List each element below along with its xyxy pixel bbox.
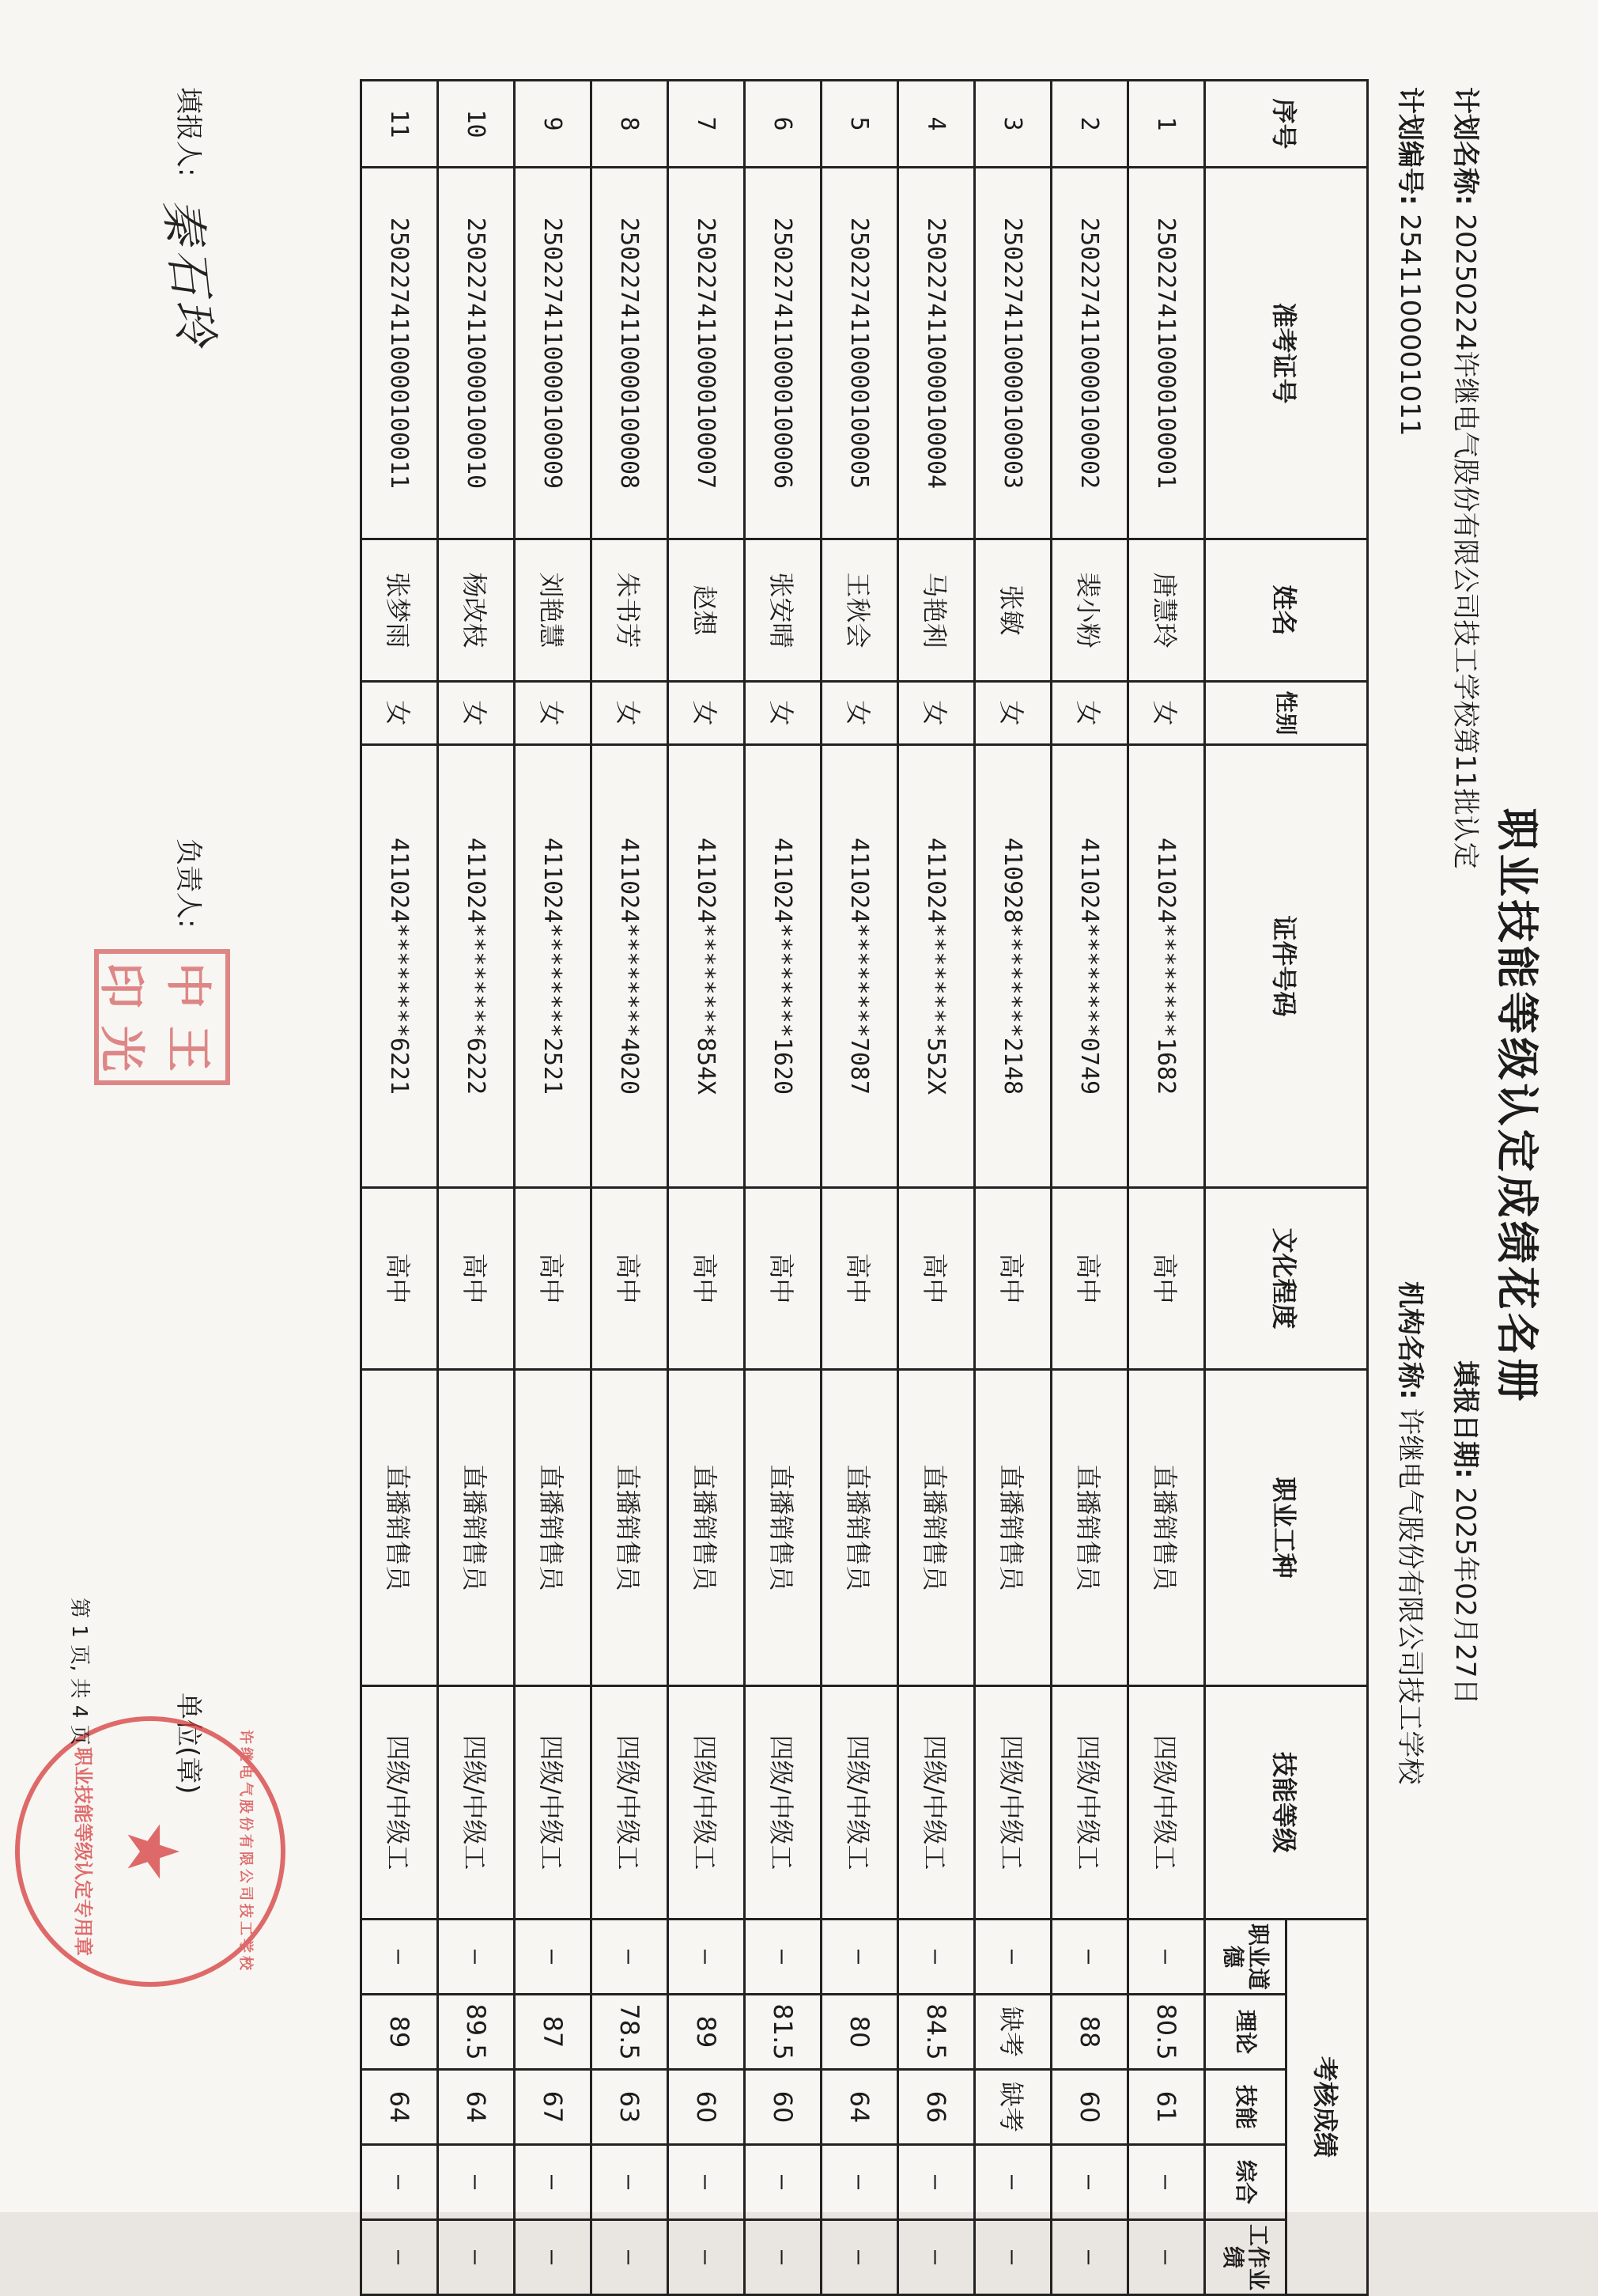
- cell-ticket: 2502274110000100009: [515, 168, 591, 539]
- cell-id: 410928********2148: [975, 745, 1052, 1188]
- cell-occupation: 直播销售员: [1128, 1370, 1205, 1686]
- cell-id: 411024********6221: [361, 745, 438, 1188]
- cell-skill: 67: [515, 2070, 591, 2145]
- cell-skill: 60: [668, 2070, 745, 2145]
- cell-ethics: —: [438, 1920, 515, 1995]
- table-row: [361, 81, 438, 2295]
- cell-overall: —: [1128, 2145, 1205, 2220]
- star-icon: ★: [111, 1819, 194, 1884]
- header-theory: 理论: [1205, 1995, 1286, 2070]
- cell-overall: —: [975, 2145, 1052, 2220]
- cell-theory: 80.5: [1128, 1995, 1205, 2070]
- plan-name-label: 计划名称:: [1449, 87, 1481, 206]
- cell-performance: —: [361, 2220, 438, 2295]
- cell-gender: 女: [1128, 682, 1205, 745]
- header-performance: 工作业绩: [1205, 2220, 1286, 2295]
- header-seq: 序号: [1205, 81, 1368, 168]
- cell-level: 四级/中级工: [898, 1686, 975, 1920]
- page-info: 第 1 页, 共 4 页: [67, 1598, 91, 1746]
- cell-gender: 女: [591, 682, 668, 745]
- cell-level: 四级/中级工: [1052, 1686, 1128, 1920]
- cell-seq: 8: [591, 81, 668, 168]
- cell-ticket: 2502274110000100001: [1128, 168, 1205, 539]
- cell-gender: 女: [668, 682, 745, 745]
- cell-id: 411024********6222: [438, 745, 515, 1188]
- cell-overall: —: [515, 2145, 591, 2220]
- roster-body: [361, 81, 1205, 2295]
- cell-skill: 61: [1128, 2070, 1205, 2145]
- seal-char: 王: [161, 1025, 215, 1072]
- header-name: 姓名: [1205, 539, 1368, 682]
- document-title: 职业技能等级认定成绩花名册: [1492, 808, 1542, 1405]
- org-name: [1393, 1281, 1432, 1784]
- cell-performance: —: [822, 2220, 898, 2295]
- cell-edu: 高中: [591, 1188, 668, 1370]
- cell-ethics: —: [1052, 1920, 1128, 1995]
- filler: 填报人:: [172, 87, 204, 177]
- seal-char: 光: [95, 1025, 149, 1072]
- cell-seq: 7: [668, 81, 745, 168]
- cell-ethics: —: [515, 1920, 591, 1995]
- cell-occupation: 直播销售员: [591, 1370, 668, 1686]
- cell-seq: 6: [745, 81, 822, 168]
- cell-seq: 2: [1052, 81, 1128, 168]
- cell-name: 张安晴: [745, 539, 822, 682]
- cell-seq: 4: [898, 81, 975, 168]
- cell-level: 四级/中级工: [361, 1686, 438, 1920]
- cell-gender: 女: [361, 682, 438, 745]
- cell-ticket: 2502274110000100003: [975, 168, 1052, 539]
- cell-theory: 89: [361, 1995, 438, 2070]
- cell-overall: —: [438, 2145, 515, 2220]
- header-occupation: 职业工种: [1205, 1370, 1368, 1686]
- cell-level: 四级/中级工: [515, 1686, 591, 1920]
- cell-skill: 64: [438, 2070, 515, 2145]
- cell-ticket: 2502274110000100010: [438, 168, 515, 539]
- cell-edu: 高中: [822, 1188, 898, 1370]
- cell-gender: 女: [822, 682, 898, 745]
- header-assessment: 考核成绩: [1286, 1920, 1368, 2295]
- cell-overall: —: [1052, 2145, 1128, 2220]
- table-row: [822, 81, 898, 2295]
- cell-level: 四级/中级工: [668, 1686, 745, 1920]
- cell-overall: —: [668, 2145, 745, 2220]
- cell-seq: 11: [361, 81, 438, 168]
- cell-gender: 女: [515, 682, 591, 745]
- seal-bottom-text: 职业技能等级认定专用章: [72, 1747, 94, 1956]
- fill-date-value: 2025年02月27日: [1449, 1487, 1481, 1705]
- cell-ticket: 2502274110000100004: [898, 168, 975, 539]
- table-row: [515, 81, 591, 2295]
- cell-edu: 高中: [745, 1188, 822, 1370]
- cell-id: 411024********4020: [591, 745, 668, 1188]
- seal-top-text: 许继电气股份有限公司技工学校: [237, 1730, 254, 1973]
- cell-edu: 高中: [668, 1188, 745, 1370]
- cell-gender: 女: [898, 682, 975, 745]
- cell-skill: 63: [591, 2070, 668, 2145]
- cell-ethics: —: [668, 1920, 745, 1995]
- cell-seq: 3: [975, 81, 1052, 168]
- cell-id: 411024********854X: [668, 745, 745, 1188]
- cell-seq: 10: [438, 81, 515, 168]
- cell-ticket: 2502274110000100005: [822, 168, 898, 539]
- cell-name: 张梦雨: [361, 539, 438, 682]
- cell-occupation: 直播销售员: [438, 1370, 515, 1686]
- table-row: [975, 81, 1052, 2295]
- cell-performance: —: [1052, 2220, 1128, 2295]
- cell-edu: 高中: [975, 1188, 1052, 1370]
- cell-ticket: 2502274110000100007: [668, 168, 745, 539]
- cell-edu: 高中: [361, 1188, 438, 1370]
- cell-performance: —: [438, 2220, 515, 2295]
- cell-id: 411024********7087: [822, 745, 898, 1188]
- cell-performance: —: [975, 2220, 1052, 2295]
- cell-id: 411024********1620: [745, 745, 822, 1188]
- header-id: 证件号码: [1205, 745, 1368, 1188]
- cell-name: 赵想: [668, 539, 745, 682]
- cell-ticket: 2502274110000100011: [361, 168, 438, 539]
- cell-occupation: 直播销售员: [975, 1370, 1052, 1686]
- plan-code: [1393, 87, 1432, 437]
- cell-edu: 高中: [1052, 1188, 1128, 1370]
- cell-id: 411024********552X: [898, 745, 975, 1188]
- cell-ticket: 2502274110000100002: [1052, 168, 1128, 539]
- cell-gender: 女: [975, 682, 1052, 745]
- cell-occupation: 直播销售员: [822, 1370, 898, 1686]
- cell-ticket: 2502274110000100008: [591, 168, 668, 539]
- cell-id: 411024********2521: [515, 745, 591, 1188]
- cell-performance: —: [668, 2220, 745, 2295]
- cell-skill: 60: [1052, 2070, 1128, 2145]
- cell-gender: 女: [438, 682, 515, 745]
- cell-performance: —: [515, 2220, 591, 2295]
- cell-name: 朱书芳: [591, 539, 668, 682]
- cell-name: 杨改枝: [438, 539, 515, 682]
- header-edu: 文化程度: [1205, 1188, 1368, 1370]
- org-name-label: 机构名称:: [1394, 1281, 1426, 1400]
- cell-occupation: 直播销售员: [745, 1370, 822, 1686]
- fill-date: [1449, 1360, 1487, 1704]
- table-row: [438, 81, 515, 2295]
- cell-level: 四级/中级工: [745, 1686, 822, 1920]
- responsible-person: 负责人:: [172, 838, 204, 929]
- cell-occupation: 直播销售员: [515, 1370, 591, 1686]
- cell-performance: —: [898, 2220, 975, 2295]
- cell-id: 411024********0749: [1052, 745, 1128, 1188]
- cell-performance: —: [1128, 2220, 1205, 2295]
- cell-occupation: 直播销售员: [1052, 1370, 1128, 1686]
- header-ethics: 职业道德: [1205, 1920, 1286, 1995]
- cell-name: 裴小粉: [1052, 539, 1128, 682]
- header-gender: 性别: [1205, 682, 1368, 745]
- cell-edu: 高中: [438, 1188, 515, 1370]
- cell-level: 四级/中级工: [975, 1686, 1052, 1920]
- cell-skill: 64: [361, 2070, 438, 2145]
- cell-seq: 1: [1128, 81, 1205, 168]
- cell-seq: 5: [822, 81, 898, 168]
- cell-ethics: —: [591, 1920, 668, 1995]
- table-row: [591, 81, 668, 2295]
- official-seal: [15, 1716, 285, 1987]
- cell-skill: 缺考: [975, 2070, 1052, 2145]
- cell-edu: 高中: [515, 1188, 591, 1370]
- seal-char: 印: [95, 962, 149, 1008]
- cell-ticket: 2502274110000100006: [745, 168, 822, 539]
- filler-signature: 秦石玲: [154, 195, 224, 353]
- cell-level: 四级/中级工: [822, 1686, 898, 1920]
- table-row: [668, 81, 745, 2295]
- cell-performance: —: [591, 2220, 668, 2295]
- table-row: [1128, 81, 1205, 2295]
- cell-skill: 60: [745, 2070, 822, 2145]
- cell-name: 唐慧玲: [1128, 539, 1205, 682]
- cell-edu: 高中: [1128, 1188, 1205, 1370]
- cell-ethics: —: [745, 1920, 822, 1995]
- plan-code-label: 计划编号:: [1394, 87, 1426, 206]
- cell-name: 王秋会: [822, 539, 898, 682]
- cell-theory: 81.5: [745, 1995, 822, 2070]
- cell-id: 411024********1682: [1128, 745, 1205, 1188]
- header-skill: 技能: [1205, 2070, 1286, 2145]
- header-row: [1286, 81, 1368, 2295]
- cell-gender: 女: [1052, 682, 1128, 745]
- cell-skill: 64: [822, 2070, 898, 2145]
- cell-ethics: —: [898, 1920, 975, 1995]
- cell-occupation: 直播销售员: [668, 1370, 745, 1686]
- table-row: [745, 81, 822, 2295]
- cell-overall: —: [361, 2145, 438, 2220]
- cell-theory: 84.5: [898, 1995, 975, 2070]
- plan-name-value: 20250224许继电气股份有限公司技工学校第11批认定: [1449, 214, 1481, 869]
- cell-overall: —: [745, 2145, 822, 2220]
- cell-ethics: —: [1128, 1920, 1205, 1995]
- cell-level: 四级/中级工: [1128, 1686, 1205, 1920]
- plan-name: [1449, 87, 1487, 869]
- cell-edu: 高中: [898, 1188, 975, 1370]
- cell-name: 张敏: [975, 539, 1052, 682]
- fill-date-label: 填报日期:: [1449, 1360, 1481, 1479]
- cell-theory: 89: [668, 1995, 745, 2070]
- cell-overall: —: [822, 2145, 898, 2220]
- cell-theory: 78.5: [591, 1995, 668, 2070]
- cell-ethics: —: [822, 1920, 898, 1995]
- personal-seal: [94, 949, 230, 1085]
- seal-char: 中: [161, 962, 215, 1008]
- header-level: 技能等级: [1205, 1686, 1368, 1920]
- unit-stamp-label: 单位(章): [172, 1693, 204, 1795]
- header-overall: 综合: [1205, 2145, 1286, 2220]
- cell-overall: —: [591, 2145, 668, 2220]
- cell-theory: 缺考: [975, 1995, 1052, 2070]
- cell-overall: —: [898, 2145, 975, 2220]
- cell-theory: 87: [515, 1995, 591, 2070]
- cell-level: 四级/中级工: [438, 1686, 515, 1920]
- cell-skill: 66: [898, 2070, 975, 2145]
- table-row: [1052, 81, 1128, 2295]
- cell-theory: 89.5: [438, 1995, 515, 2070]
- score-roster-table: [360, 79, 1369, 2296]
- cell-occupation: 直播销售员: [898, 1370, 975, 1686]
- cell-occupation: 直播销售员: [361, 1370, 438, 1686]
- cell-performance: —: [745, 2220, 822, 2295]
- table-row: [898, 81, 975, 2295]
- cell-level: 四级/中级工: [591, 1686, 668, 1920]
- cell-theory: 88: [1052, 1995, 1128, 2070]
- plan-code-value: 2541100001011: [1394, 214, 1426, 437]
- cell-ethics: —: [975, 1920, 1052, 1995]
- cell-name: 马艳利: [898, 539, 975, 682]
- cell-ethics: —: [361, 1920, 438, 1995]
- cell-theory: 80: [822, 1995, 898, 2070]
- cell-gender: 女: [745, 682, 822, 745]
- cell-seq: 9: [515, 81, 591, 168]
- header-ticket: 准考证号: [1205, 168, 1368, 539]
- org-name-value: 许继电气股份有限公司技工学校: [1394, 1408, 1426, 1785]
- cell-name: 刘艳慧: [515, 539, 591, 682]
